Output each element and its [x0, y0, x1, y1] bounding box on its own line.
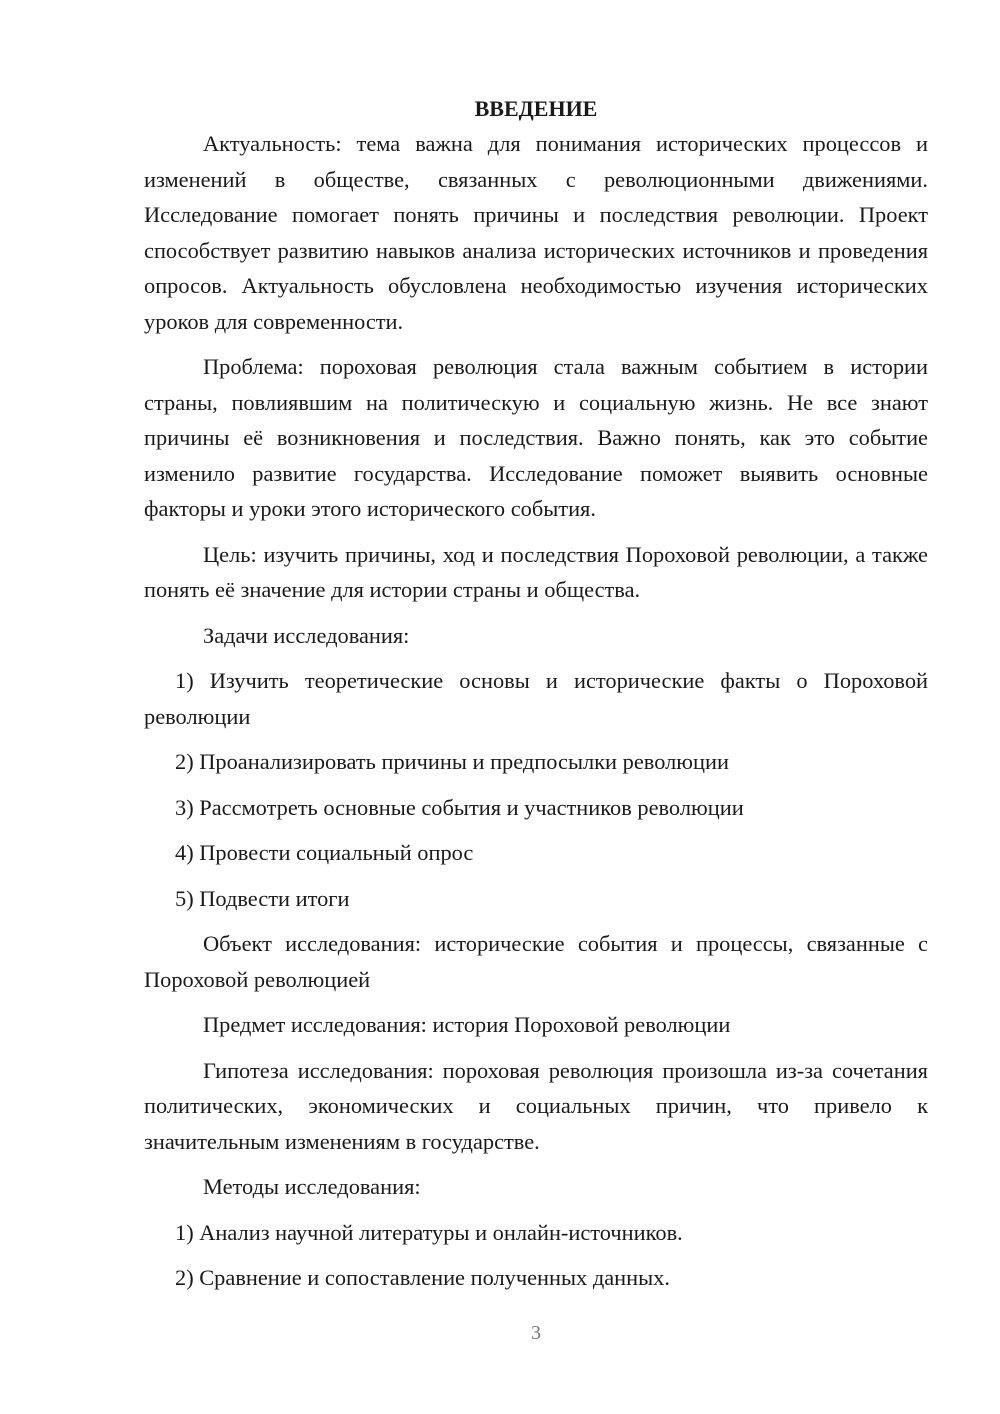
subject-paragraph: Предмет исследования: история Пороховой революции [203, 1012, 731, 1037]
methods-heading: Методы исследования: [203, 1174, 421, 1199]
task-item-2: 2) Проанализировать причины и предпосылки революции [175, 749, 729, 774]
task-item-5: 5) Подвести итоги [175, 885, 350, 911]
goal-paragraph: Цель: изучить причины, ход и последствия Пороховой революции, а также понять её значение для истории страны и общества. [144, 541, 928, 602]
object-paragraph: Объект исследования: исторические события и процессы, связанные с Пороховой революцией [144, 931, 928, 992]
relevance-paragraph: Актуальность: тема важна для понимания исторических процессов и изменений в обществе, связанных с революционными движениями. Исследование помогает понять причины и последствия революции. Проект способствует развитию навыков анализа исторических источников и проведения опросов. Актуальность обусловлена необходимостью изучения исторических уроков для современности. [144, 131, 928, 334]
method-item-1: 1) Анализ научной литературы и онлайн-источников. [175, 1219, 683, 1245]
task-item-4: 4) Провести социальный опрос [175, 840, 474, 865]
task-item-3: 3) Рассмотреть основные события и участников революции [175, 794, 744, 820]
tasks-heading: Задачи исследования: [203, 622, 410, 648]
problem-paragraph: Проблема: пороховая революция стала важным событием в истории страны, повлиявшим на политическую и социальную жизнь. Не все знают причины её возникновения и последствия. Важно понять, как это событие изменило развитие государства. Исследование поможет выявить основные факторы и уроки этого исторического события. [144, 354, 928, 521]
page-number: 3 [531, 1322, 541, 1344]
section-heading: ВВЕДЕНИЕ [474, 96, 598, 121]
hypothesis-paragraph: Гипотеза исследования: пороховая революция произошла из-за сочетания политических, экономических и социальных причин, что привело к значительным изменениям в государстве. [144, 1057, 928, 1154]
task-item-1: 1) Изучить теоретические основы и исторические факты о Пороховой революции [144, 668, 928, 729]
method-item-2: 2) Сравнение и сопоставление полученных данных. [175, 1265, 670, 1290]
document-page [144, 92, 928, 1296]
